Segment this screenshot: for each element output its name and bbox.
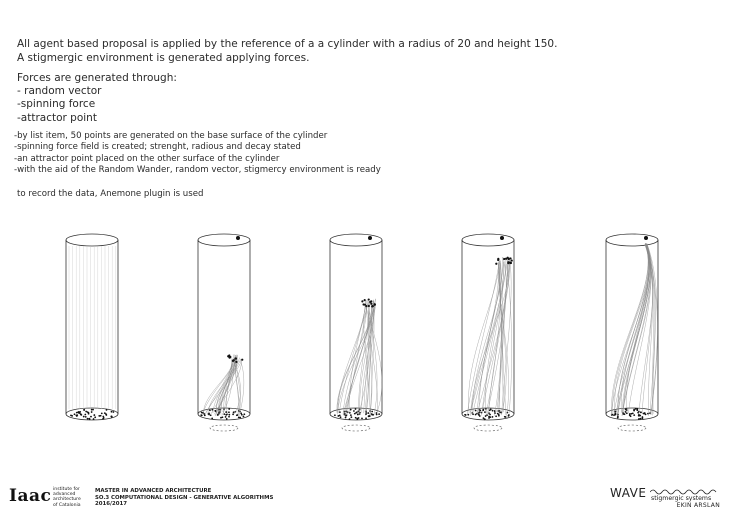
agent-point [89, 418, 91, 420]
agent-point [98, 415, 100, 417]
agent-point [225, 411, 227, 413]
agent-point [497, 410, 499, 412]
agent-point [378, 413, 380, 415]
agent-point [488, 412, 490, 414]
spin-ring [474, 425, 502, 431]
agent-point [345, 415, 347, 417]
agent-point [350, 416, 352, 418]
footer-right [610, 486, 720, 510]
agent-point [94, 416, 96, 418]
agent-point [84, 414, 86, 416]
agent-point [201, 412, 203, 414]
agent-trail [616, 244, 650, 413]
project-tag: stigmergic systems [651, 495, 712, 502]
agent-trail [622, 244, 651, 416]
attractor-point [500, 236, 504, 240]
step-item: -with the aid of the Random Wander, random vector, stigmercy environment is ready [14, 165, 381, 176]
agent-point [225, 416, 227, 418]
agent-point [228, 416, 230, 418]
record-note: to record the data, Anemone plugin is used [17, 189, 204, 199]
attractor-point [236, 236, 240, 240]
agent-head [503, 258, 505, 260]
agent-point [638, 418, 640, 420]
agent-point [91, 411, 93, 413]
agent-head [511, 259, 513, 261]
agent-head [507, 262, 509, 264]
agent-point [498, 414, 500, 416]
agent-point [349, 418, 351, 420]
agent-point [209, 409, 211, 411]
force-item-attractor: -attractor point [17, 111, 97, 124]
course-info [95, 488, 273, 508]
intro-line-1: All agent based proposal is applied by the reference of a a cylinder with a radius of 20 and height 150. [17, 38, 558, 50]
institute-line: advanced [53, 492, 76, 498]
agent-point [83, 416, 85, 418]
agent-point [505, 416, 507, 418]
agent-head [374, 303, 376, 305]
agent-head [234, 357, 236, 359]
agent-point [112, 411, 114, 413]
agent-point [484, 418, 486, 420]
agent-point [233, 411, 235, 413]
agent-point [365, 413, 367, 415]
institute-line: architecture [53, 497, 81, 503]
agent-head [370, 300, 372, 302]
agent-trail [615, 243, 650, 413]
agent-point [617, 417, 619, 419]
agent-point [80, 414, 82, 416]
agent-point [85, 411, 87, 413]
agent-point [85, 416, 87, 418]
agent-point [70, 414, 72, 416]
agent-point [111, 416, 113, 418]
agent-point [77, 411, 79, 413]
iaac-logo: Iaac [9, 486, 52, 506]
agent-head [241, 359, 243, 361]
agent-point [625, 411, 627, 413]
agent-head [364, 304, 366, 306]
agent-point [228, 414, 230, 416]
step-item: -an attractor point placed on the other surface of the cylinder [14, 153, 280, 164]
agent-point [74, 413, 76, 415]
agent-point [91, 409, 93, 411]
agent-point [640, 411, 642, 413]
spin-ring [210, 425, 238, 431]
agent-point [232, 413, 234, 415]
agent-point [243, 413, 245, 415]
agent-point [365, 417, 367, 419]
agent-point [495, 415, 497, 417]
agent-point [210, 414, 212, 416]
agent-point [613, 414, 615, 416]
course-line: SO.3 COMPUTATIONAL DESIGN - GENERATIVE ALGORITHMS [95, 494, 274, 501]
agent-point [638, 415, 640, 417]
agent-point [354, 413, 356, 415]
agent-point [632, 412, 634, 414]
step-item: -spinning force field is created; strenght, radious and decay stated [14, 142, 301, 153]
agent-point [106, 409, 108, 411]
agent-point [633, 410, 635, 412]
agent-point [334, 414, 336, 416]
agent-point [337, 415, 339, 417]
agent-point [361, 417, 363, 419]
attractor-point [368, 236, 372, 240]
agent-trail [482, 257, 504, 412]
agent-point [211, 418, 213, 420]
agent-point [642, 416, 644, 418]
agent-point [633, 414, 635, 416]
agent-point [350, 414, 352, 416]
agent-point [105, 413, 107, 415]
agent-trail [611, 245, 649, 416]
agent-point [475, 410, 477, 412]
agent-point [240, 412, 242, 414]
agent-point [87, 418, 89, 420]
agent-head [229, 357, 231, 359]
agent-point [484, 411, 486, 413]
agent-point [93, 414, 95, 416]
agent-point [101, 412, 103, 414]
cylinder-top [330, 234, 382, 246]
agent-head [233, 359, 235, 361]
agent-trail [239, 360, 244, 416]
agent-point [350, 409, 352, 411]
agent-point [345, 417, 347, 419]
agent-head [372, 305, 374, 307]
agent-trail [612, 243, 648, 412]
cylinder-top [198, 234, 250, 246]
agent-point [635, 408, 637, 410]
agent-point [88, 413, 90, 415]
agent-point [355, 408, 357, 410]
force-item-spinning: -spinning force [17, 98, 96, 111]
agent-point [76, 414, 78, 416]
agent-trail [621, 245, 650, 413]
agent-point [111, 411, 113, 413]
agent-point [358, 417, 360, 419]
agent-trail [618, 244, 649, 412]
agent-point [226, 418, 228, 420]
agent-head [361, 300, 363, 302]
institute-line: institute for [53, 487, 80, 492]
agent-trail [338, 306, 375, 414]
course-line: MASTER IN ADVANCED ARCHITECTURE [95, 488, 212, 494]
agent-point [103, 417, 105, 419]
agent-point [376, 414, 378, 416]
agent-point [376, 412, 378, 414]
agent-point [492, 416, 494, 418]
agent-point [464, 414, 466, 416]
agent-point [237, 414, 239, 416]
force-item-random-vector: - random vector [17, 85, 102, 98]
agent-head [509, 257, 511, 259]
agent-point [340, 416, 342, 418]
spin-ring [618, 425, 646, 431]
institute-name [53, 487, 81, 508]
agent-point [636, 409, 638, 411]
agent-point [356, 412, 358, 414]
agent-point [228, 408, 230, 410]
agent-point [355, 417, 357, 419]
agent-point [624, 413, 626, 415]
agent-point [492, 410, 494, 412]
agent-point [353, 410, 355, 412]
agent-point [93, 418, 95, 420]
agent-point [626, 412, 628, 414]
forces-heading: Forces are generated through: [17, 72, 177, 84]
cylinder-top [462, 234, 514, 246]
agent-point [478, 414, 480, 416]
agent-head [235, 361, 237, 363]
agent-head [495, 263, 497, 265]
agent-point [467, 414, 469, 416]
agent-point [629, 414, 631, 416]
spin-ring [342, 425, 370, 431]
agent-point [223, 413, 225, 415]
attractor-point [644, 236, 648, 240]
agent-head [364, 299, 366, 301]
agent-head [368, 305, 370, 307]
agent-point [639, 418, 641, 420]
agent-trail [344, 302, 369, 416]
institute-line: of Catalonia [53, 502, 81, 508]
agent-trail [337, 303, 365, 412]
step-item: -by list item, 50 points are generated on the base surface of the cylinder [14, 131, 328, 141]
agent-trail [627, 243, 649, 412]
agent-point [228, 411, 230, 413]
agent-head [368, 298, 370, 300]
agent-point [83, 409, 85, 411]
cylinder-top [606, 234, 658, 246]
agent-point [644, 412, 646, 414]
agent-point [243, 415, 245, 417]
agent-point [239, 417, 241, 419]
agent-point [200, 414, 202, 416]
agent-head [510, 262, 512, 264]
agent-point [508, 415, 510, 417]
author-name: EKIN ARSLAN [676, 502, 720, 509]
agent-trail [211, 355, 234, 415]
agent-point [222, 416, 224, 418]
agent-head [370, 303, 372, 305]
project-title: WAVE [610, 486, 647, 500]
cylinder-top [66, 234, 118, 246]
course-line: 2016/2017 [95, 501, 127, 508]
agent-point [79, 411, 81, 413]
agent-point [367, 412, 369, 414]
agent-point [371, 411, 373, 413]
agent-point [489, 416, 491, 418]
agent-point [90, 416, 92, 418]
intro-line-2: A stigmergic environment is generated applying forces. [17, 51, 310, 64]
agent-head [497, 259, 499, 261]
